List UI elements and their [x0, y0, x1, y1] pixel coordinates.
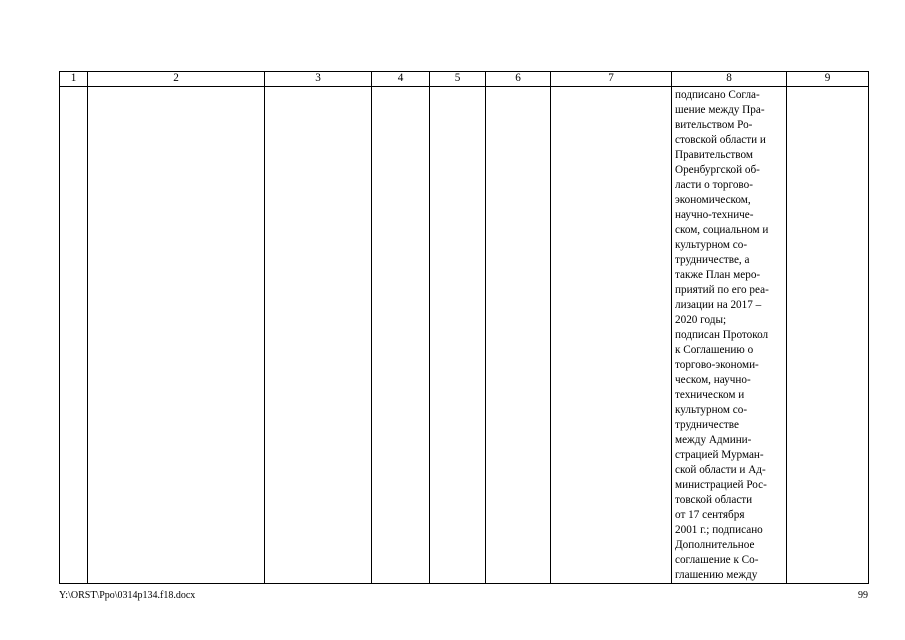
- table-cell-8: [672, 87, 787, 584]
- header-row: [60, 72, 869, 87]
- table-cell-6: [486, 87, 551, 584]
- column-header-3: 3: [265, 72, 372, 87]
- table-cell-9: [787, 87, 869, 584]
- page-number: 99: [858, 590, 868, 601]
- column-header-7: 7: [551, 72, 672, 87]
- column-header-2: 2: [88, 72, 265, 87]
- table-cell-2: [88, 87, 265, 584]
- table-row: [60, 87, 869, 584]
- column-header-6: 6: [486, 72, 551, 87]
- column-header-9: 9: [787, 72, 869, 87]
- table-cell-3: [265, 87, 372, 584]
- continuation-table: [59, 71, 869, 584]
- column-header-1: 1: [60, 72, 88, 87]
- table-cell-7: [551, 87, 672, 584]
- agreement-description-text: подписано Согла- шение между Пра- вительством Ро- стовской области и Правительством Оренбургской об- ласти о торгово- экономическом, научно-техниче- ском, социальном и культурном со- трудничестве, а также План меро- приятий по его реа- лизации на 2017 – 2020 годы; подписан Протокол к Соглашению о торгово-экономи- ческом, научно- техническом и культурном со- трудничестве между Админи- страцией Мурман- ской области и Ад- министрацией Рос- товской области от 17 сентября 2001 г.; подписано Дополнительное соглашение к Со- глашению между: [675, 89, 769, 581]
- footer-file-path: Y:\ORST\Ppo\0314p134.f18.docx: [59, 590, 196, 601]
- column-header-5: 5: [430, 72, 486, 87]
- table-cell-1: [60, 87, 88, 584]
- column-header-8: 8: [672, 72, 787, 87]
- column-header-4: 4: [372, 72, 430, 87]
- table-cell-4: [372, 87, 430, 584]
- table-cell-5: [430, 87, 486, 584]
